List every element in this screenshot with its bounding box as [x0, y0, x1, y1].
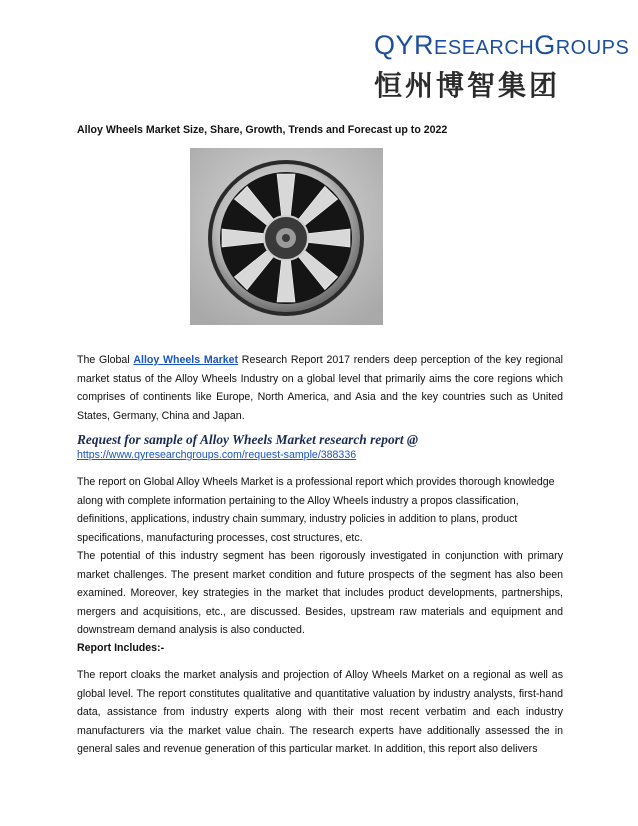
- request-link-line: [77, 446, 563, 465]
- intro-paragraph: The Global Alloy Wheels Market Research Report 2017 renders deep perception of the key regional market status of the Alloy Wheels Industry on a global level that primarily aims the core regions which comprises of continents like Europe, North America, and Asia and the key countries such as United States, Germany, China and Japan.: [77, 354, 563, 422]
- alloy-wheels-market-link[interactable]: Alloy Wheels Market: [133, 354, 239, 366]
- request-heading: Request for sample of Alloy Wheels Market research report @: [77, 432, 419, 447]
- report-overview-paragraph: The report on Global Alloy Wheels Market is a professional report which provides thorough knowledge along with complete information pertaining to the Alloy Wheels industry a propos classification, definitions, applications, industry chain summary, industry policies in addition to plans, product specifications, manufacturing processes, cost structures, etc.: [77, 476, 555, 544]
- company-logo: [374, 30, 630, 110]
- logo-english: QYRESEARCHGROUPS: [374, 30, 630, 60]
- document-title: Alloy Wheels Market Size, Share, Growth, Trends and Forecast up to 2022: [77, 124, 448, 136]
- alloy-wheel-image: [190, 148, 383, 325]
- report-cloaks-paragraph: The report cloaks the market analysis and projection of Alloy Wheels Market on a regional as well as global level. The report constitutes qualitative and quantitative valuation by industry analysts, first-hand data, assistance from industry experts along with their most recent verbatim and each industry manufacturers via the market value chain. The research experts have additionally assessed the in general sales and revenue generation of this particular market. In addition, this report also delivers: [77, 669, 563, 756]
- potential-paragraph: The potential of this industry segment has been rigorously investigated in conjunction with primary market challenges. The present market condition and future prospects of the segment has also been examined. Moreover, key strategies in the market that includes product developments, partnerships, mergers and acquisitions, etc., are discussed. Besides, upstream raw materials and equipment and downstream demand analysis is also conducted.: [77, 550, 563, 637]
- request-sample-link[interactable]: https://www.qyresearchgroups.com/request-sample/388336: [77, 449, 357, 461]
- logo-chinese: 恒州博智集团: [374, 69, 561, 102]
- report-includes-heading: Report Includes:-: [77, 642, 165, 654]
